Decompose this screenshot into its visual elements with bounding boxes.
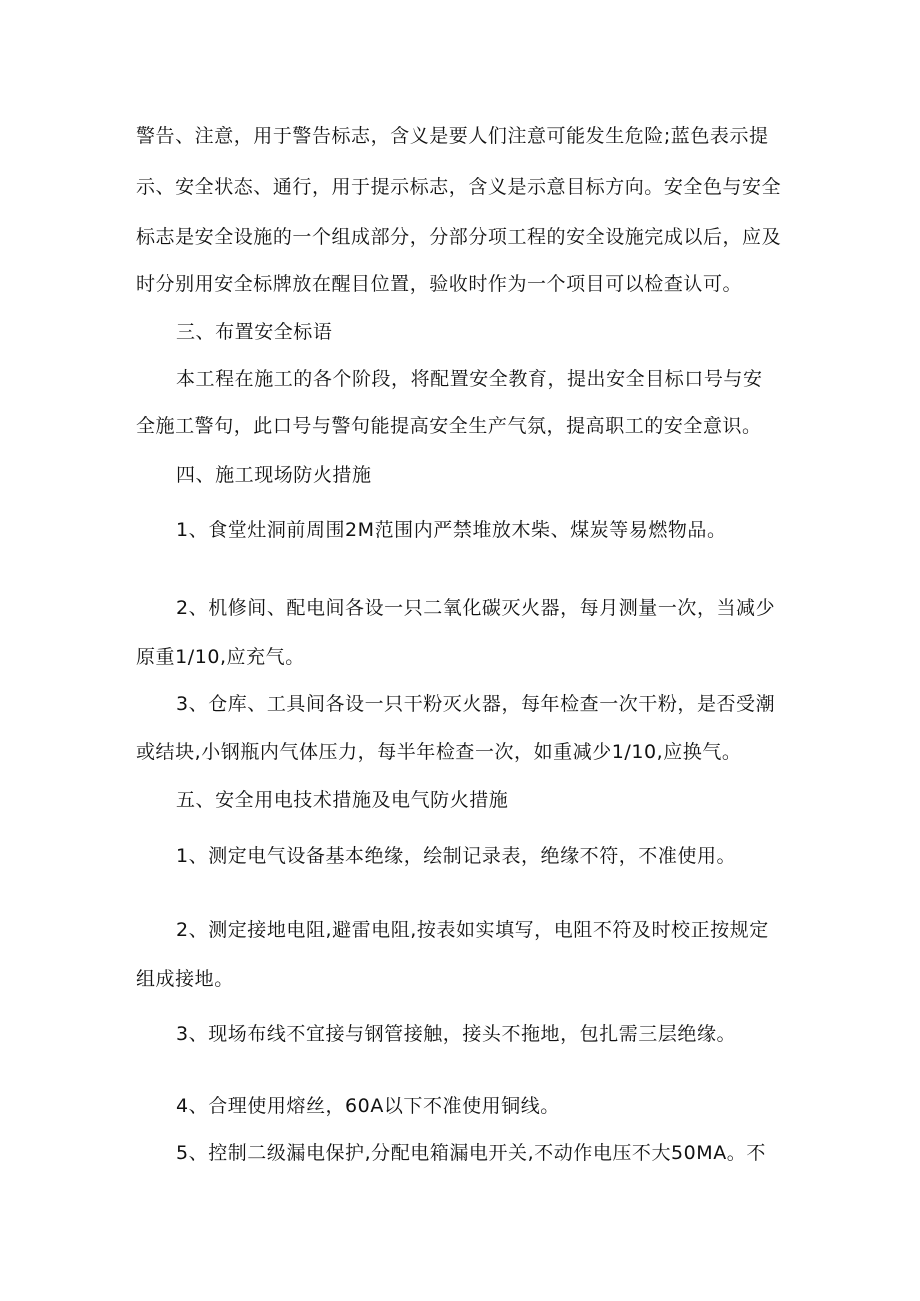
- section-heading: 四、施工现场防火措施: [176, 464, 372, 486]
- section-heading: 三、布置安全标语: [176, 321, 333, 343]
- list-item-continuation: 组成接地。: [136, 968, 234, 990]
- paragraph-line: 示、安全状态、通行，用于提示标志，含义是示意目标方向。安全色与安全: [136, 176, 782, 198]
- list-item: 1、测定电气设备基本绝缘，绘制记录表，绝缘不符，不准使用。: [176, 845, 737, 867]
- list-item: 3、仓库、工具间各设一只干粉灭火器，每年检查一次干粉，是否受潮: [176, 693, 776, 715]
- list-item-continuation: 或结块,小钢瓶内气体压力，每半年检查一次，如重减少1/10,应换气。: [136, 741, 742, 763]
- paragraph-line: 本工程在施工的各个阶段，将配置安全教育，提出安全目标口号与安: [176, 368, 763, 390]
- list-item: 4、合理使用熔丝，60A以下不准使用铜线。: [176, 1095, 560, 1117]
- list-item: 1、食堂灶洞前周围2M范围内严禁堆放木柴、煤炭等易燃物品。: [176, 519, 727, 541]
- paragraph-line: 警告、注意，用于警告标志，含义是要人们注意可能发生危险;蓝色表示提: [136, 125, 769, 147]
- paragraph-line: 全施工警句，此口号与警句能提高安全生产气氛，提高职工的安全意识。: [136, 415, 762, 437]
- list-item-continuation: 原重1/10,应充气。: [136, 646, 305, 668]
- list-item: 5、控制二级漏电保护,分配电箱漏电开关,不动作电压不大50MA。不: [176, 1142, 766, 1164]
- paragraph-line: 标志是安全设施的一个组成部分，分部分项工程的安全设施完成以后，应及: [136, 226, 782, 248]
- list-item: 2、测定接地电阻,避雷电阻,按表如实填写，电阻不符及时校正按规定: [176, 919, 769, 941]
- section-heading: 五、安全用电技术措施及电气防火措施: [176, 789, 509, 811]
- paragraph-line: 时分别用安全标牌放在醒目位置，验收时作为一个项目可以检查认可。: [136, 273, 743, 295]
- list-item: 2、机修间、配电间各设一只二氧化碳灭火器，每月测量一次，当减少: [176, 597, 776, 619]
- list-item: 3、现场布线不宜接与钢管接触，接头不拖地，包扎需三层绝缘。: [176, 1023, 737, 1045]
